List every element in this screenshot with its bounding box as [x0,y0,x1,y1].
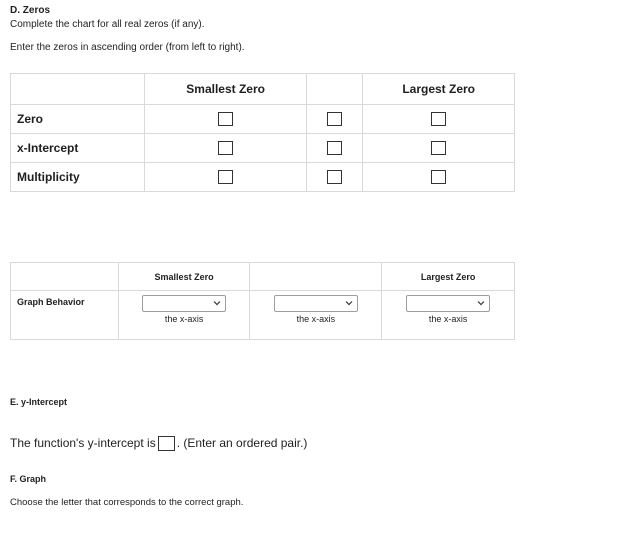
section-d-order-instruction: Enter the zeros in ascending order (from left to right). [10,42,245,53]
row-label-multiplicity: Multiplicity [11,163,145,192]
behavior-header-middle [250,263,382,291]
zero-smallest-input[interactable] [218,112,233,126]
zeros-table [10,73,515,192]
y-intercept-suffix: . (Enter an ordered pair.) [176,436,308,450]
y-intercept-line [10,436,307,451]
y-intercept-input[interactable] [158,436,175,451]
behavior-header-row [11,263,515,291]
chevron-down-icon [212,298,222,308]
row-label-zero: Zero [11,105,145,134]
behavior-largest-dropdown[interactable] [406,295,490,312]
chevron-down-icon [344,298,354,308]
axis-text-largest: the x-axis [428,314,468,324]
zeros-row-zero [11,105,515,134]
multiplicity-middle-input[interactable] [327,170,342,184]
axis-text-smallest: the x-axis [164,314,204,324]
zeros-header-row [11,74,515,105]
row-label-x-intercept: x-Intercept [11,134,145,163]
behavior-middle-dropdown[interactable] [274,295,358,312]
behavior-row [11,291,515,340]
x-intercept-middle-input[interactable] [327,141,342,155]
section-f-title: F. Graph [10,474,47,484]
zero-largest-input[interactable] [431,112,446,126]
zeros-header-corner [11,74,145,105]
multiplicity-largest-input[interactable] [431,170,446,184]
x-intercept-smallest-input[interactable] [218,141,233,155]
behavior-header-largest: Largest Zero [382,263,515,291]
chevron-down-icon [476,298,486,308]
zeros-header-middle [307,74,363,105]
zeros-header-smallest: Smallest Zero [144,74,307,105]
section-f-instruction: Choose the letter that corresponds to the correct graph. [10,497,244,508]
graph-behavior-table [10,262,515,340]
section-d-instruction: Complete the chart for all real zeros (if any). [10,19,205,30]
row-label-graph-behavior: Graph Behavior [11,291,119,340]
section-e-title: E. y-Intercept [10,397,68,407]
behavior-header-corner [11,263,119,291]
y-intercept-prefix: The function's y-intercept is [10,436,156,450]
zeros-row-x-intercept [11,134,515,163]
axis-text-middle: the x-axis [296,314,336,324]
behavior-header-smallest: Smallest Zero [118,263,250,291]
zero-middle-input[interactable] [327,112,342,126]
zeros-row-multiplicity [11,163,515,192]
x-intercept-largest-input[interactable] [431,141,446,155]
zeros-header-largest: Largest Zero [363,74,515,105]
behavior-smallest-dropdown[interactable] [142,295,226,312]
section-d-title: D. Zeros [10,5,51,16]
multiplicity-smallest-input[interactable] [218,170,233,184]
